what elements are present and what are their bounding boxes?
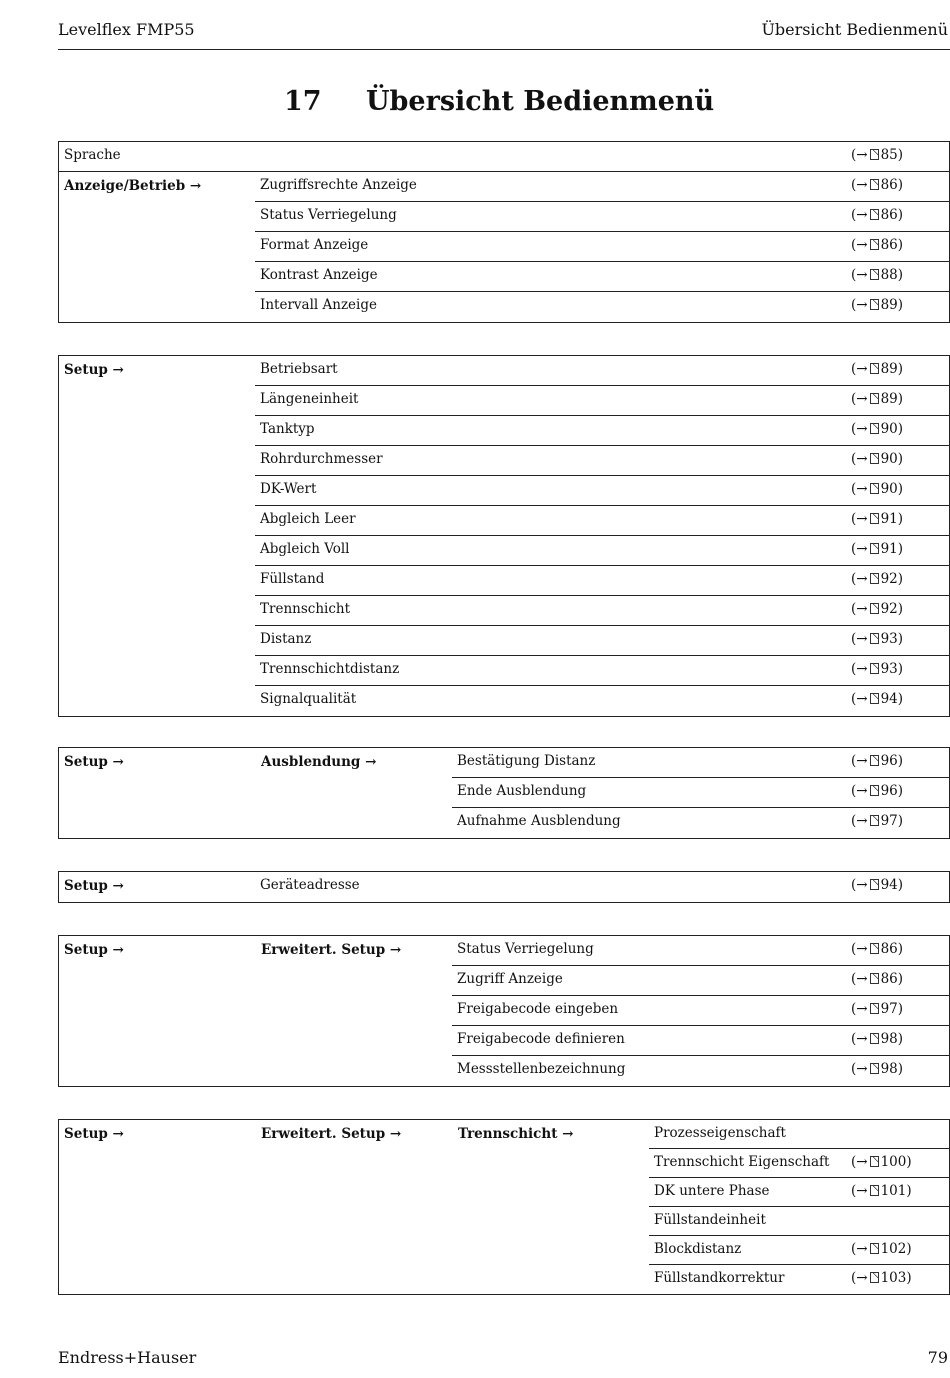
menu-item[interactable]: Distanz	[260, 631, 312, 647]
table-row	[59, 1207, 949, 1236]
menu-item[interactable]: Sprache	[64, 147, 121, 163]
menu-item[interactable]: Rohrdurchmesser	[260, 451, 383, 467]
page-ref[interactable]: (→ 89)	[851, 391, 904, 407]
page-icon	[870, 1063, 879, 1074]
menu-item[interactable]: Abgleich Voll	[260, 541, 350, 557]
page-ref[interactable]: (→ 86)	[851, 207, 904, 223]
menu-item[interactable]: Abgleich Leer	[260, 511, 356, 527]
menu-subsection: Erweitert. Setup →	[261, 942, 402, 958]
menu-item[interactable]: DK untere Phase	[654, 1183, 770, 1199]
page-ref[interactable]: (→ 92)	[851, 571, 904, 587]
table-row	[59, 506, 949, 536]
page-icon	[870, 239, 879, 250]
table-row	[59, 292, 949, 322]
menu-table-masking	[58, 747, 950, 839]
table-row	[59, 202, 949, 232]
page-ref[interactable]: (→ 93)	[851, 661, 904, 677]
table-row	[59, 1265, 949, 1294]
page-ref[interactable]: (→ 93)	[851, 631, 904, 647]
menu-item[interactable]: Format Anzeige	[260, 237, 369, 253]
page-icon	[870, 663, 879, 674]
menu-item[interactable]: Geräteadresse	[260, 877, 360, 893]
table-row	[59, 596, 949, 626]
page-ref[interactable]: (→ 88)	[851, 267, 904, 283]
page-ref[interactable]: (→ 86)	[851, 177, 904, 193]
table-row	[59, 966, 949, 996]
table-row	[59, 1178, 949, 1207]
page-ref[interactable]: (→ 102)	[851, 1241, 912, 1257]
table-row	[59, 936, 949, 966]
page-ref[interactable]: (→ 91)	[851, 511, 904, 527]
page-number: 79	[927, 1348, 948, 1367]
menu-item[interactable]: Trennschichtdistanz	[260, 661, 400, 677]
table-row	[59, 748, 949, 778]
page-ref[interactable]: (→ 96)	[851, 783, 904, 799]
page-ref[interactable]: (→ 100)	[851, 1154, 912, 1170]
page-icon	[870, 423, 879, 434]
page-ref[interactable]: (→ 90)	[851, 451, 904, 467]
table-row	[59, 656, 949, 686]
page-icon	[870, 299, 879, 310]
page-ref[interactable]: (→ 97)	[851, 1001, 904, 1017]
menu-subsection: Trennschicht →	[458, 1126, 574, 1142]
table-row	[59, 1120, 949, 1149]
table-row	[59, 416, 949, 446]
menu-table-interface	[58, 1119, 950, 1295]
table-row	[59, 1236, 949, 1265]
menu-table-setup	[58, 355, 950, 717]
page-icon	[870, 1156, 879, 1167]
page-icon	[870, 973, 879, 984]
table-row	[59, 446, 949, 476]
menu-section: Setup →	[64, 1126, 124, 1142]
table-row	[59, 626, 949, 656]
page-ref[interactable]: (→ 94)	[851, 877, 904, 893]
page-ref[interactable]: (→ 92)	[851, 601, 904, 617]
page-icon	[870, 149, 879, 160]
menu-item[interactable]: Prozesseigenschaft	[654, 1125, 786, 1141]
menu-item[interactable]: Zugriffsrechte Anzeige	[260, 177, 417, 193]
menu-item[interactable]: Bestätigung Distanz	[457, 753, 596, 769]
menu-item[interactable]: Kontrast Anzeige	[260, 267, 378, 283]
footer-company: Endress+Hauser	[58, 1348, 197, 1367]
page-ref[interactable]: (→ 89)	[851, 361, 904, 377]
page-icon	[870, 1243, 879, 1254]
menu-item[interactable]: Zugriff Anzeige	[457, 971, 563, 987]
header-product-name: Levelflex FMP55	[58, 20, 195, 39]
page-icon	[870, 1185, 879, 1196]
table-row	[59, 808, 949, 838]
page-icon	[870, 209, 879, 220]
menu-subsection: Erweitert. Setup →	[261, 1126, 402, 1142]
page-ref[interactable]: (→ 86)	[851, 237, 904, 253]
menu-item[interactable]: Aufnahme Ausblendung	[457, 813, 621, 829]
page-ref[interactable]: (→ 91)	[851, 541, 904, 557]
table-row	[59, 686, 949, 716]
page-icon	[870, 879, 879, 890]
page-footer	[58, 1348, 950, 1367]
page-icon	[870, 1003, 879, 1014]
menu-item[interactable]: Messstellenbezeichnung	[457, 1061, 626, 1077]
chapter-number: 17	[284, 86, 322, 117]
page-icon	[870, 633, 879, 644]
menu-item[interactable]: Füllstandeinheit	[654, 1212, 766, 1228]
menu-section: Setup →	[64, 754, 124, 770]
menu-item[interactable]: Freigabecode definieren	[457, 1031, 625, 1047]
page-ref[interactable]: (→ 94)	[851, 691, 904, 707]
page-ref[interactable]: (→ 96)	[851, 753, 904, 769]
page-icon	[870, 453, 879, 464]
page-ref[interactable]: (→ 103)	[851, 1270, 912, 1286]
table-row	[59, 1149, 949, 1178]
page-ref[interactable]: (→ 85)	[851, 147, 904, 163]
menu-item[interactable]: Status Verriegelung	[457, 941, 594, 957]
table-row	[59, 262, 949, 292]
table-row	[59, 142, 949, 172]
page-header	[58, 0, 950, 50]
table-row	[59, 356, 949, 386]
page-icon	[870, 1272, 879, 1283]
page-ref[interactable]: (→ 86)	[851, 941, 904, 957]
menu-item[interactable]: Tanktyp	[260, 421, 315, 437]
table-row	[59, 1026, 949, 1056]
chapter-heading: Übersicht Bedienmenü	[366, 86, 715, 117]
table-row	[59, 778, 949, 808]
menu-table-display	[58, 141, 950, 323]
table-row	[59, 172, 949, 202]
page-icon	[870, 755, 879, 766]
page-ref[interactable]: (→ 89)	[851, 297, 904, 313]
page-icon	[870, 543, 879, 554]
menu-section: Anzeige/Betrieb →	[64, 178, 202, 194]
page-icon	[870, 573, 879, 584]
page-ref[interactable]: (→ 98)	[851, 1061, 904, 1077]
menu-section: Setup →	[64, 942, 124, 958]
page-ref[interactable]: (→ 86)	[851, 971, 904, 987]
page-icon	[870, 363, 879, 374]
menu-item[interactable]: Längeneinheit	[260, 391, 359, 407]
table-row	[59, 872, 949, 902]
menu-item[interactable]: Betriebsart	[260, 361, 338, 377]
menu-item[interactable]: Füllstandkorrektur	[654, 1270, 785, 1286]
page-icon	[870, 393, 879, 404]
page-icon	[870, 693, 879, 704]
page-icon	[870, 785, 879, 796]
menu-item[interactable]: Status Verriegelung	[260, 207, 397, 223]
menu-item[interactable]: Trennschicht Eigenschaft	[654, 1154, 830, 1170]
menu-item[interactable]: Signalqualität	[260, 691, 357, 707]
menu-section: Setup →	[64, 878, 124, 894]
page-icon	[870, 179, 879, 190]
menu-item[interactable]: Trennschicht	[260, 601, 351, 617]
table-row	[59, 996, 949, 1026]
page-ref[interactable]: (→ 97)	[851, 813, 904, 829]
table-row	[59, 232, 949, 262]
menu-item[interactable]: DK-Wert	[260, 481, 317, 497]
menu-subsection: Ausblendung →	[261, 754, 377, 770]
table-row	[59, 1056, 949, 1086]
menu-item[interactable]: Intervall Anzeige	[260, 297, 377, 313]
header-chapter-title: Übersicht Bedienmenü	[761, 20, 948, 39]
page-ref[interactable]: (→ 90)	[851, 421, 904, 437]
menu-item[interactable]: Füllstand	[260, 571, 325, 587]
menu-item[interactable]: Blockdistanz	[654, 1241, 742, 1257]
menu-table-address	[58, 871, 950, 903]
table-row	[59, 536, 949, 566]
page-ref[interactable]: (→ 98)	[851, 1031, 904, 1047]
page-icon	[870, 1033, 879, 1044]
menu-table-extended-setup	[58, 935, 950, 1087]
menu-section: Setup →	[64, 362, 124, 378]
menu-item[interactable]: Ende Ausblendung	[457, 783, 587, 799]
page-icon	[870, 513, 879, 524]
page-icon	[870, 269, 879, 280]
menu-item[interactable]: Freigabecode eingeben	[457, 1001, 619, 1017]
table-row	[59, 566, 949, 596]
page-icon	[870, 483, 879, 494]
page-ref[interactable]: (→ 101)	[851, 1183, 912, 1199]
page-icon	[870, 943, 879, 954]
page-ref[interactable]: (→ 90)	[851, 481, 904, 497]
page-icon	[870, 815, 879, 826]
table-row	[59, 476, 949, 506]
page-icon	[870, 603, 879, 614]
table-row	[59, 386, 949, 416]
